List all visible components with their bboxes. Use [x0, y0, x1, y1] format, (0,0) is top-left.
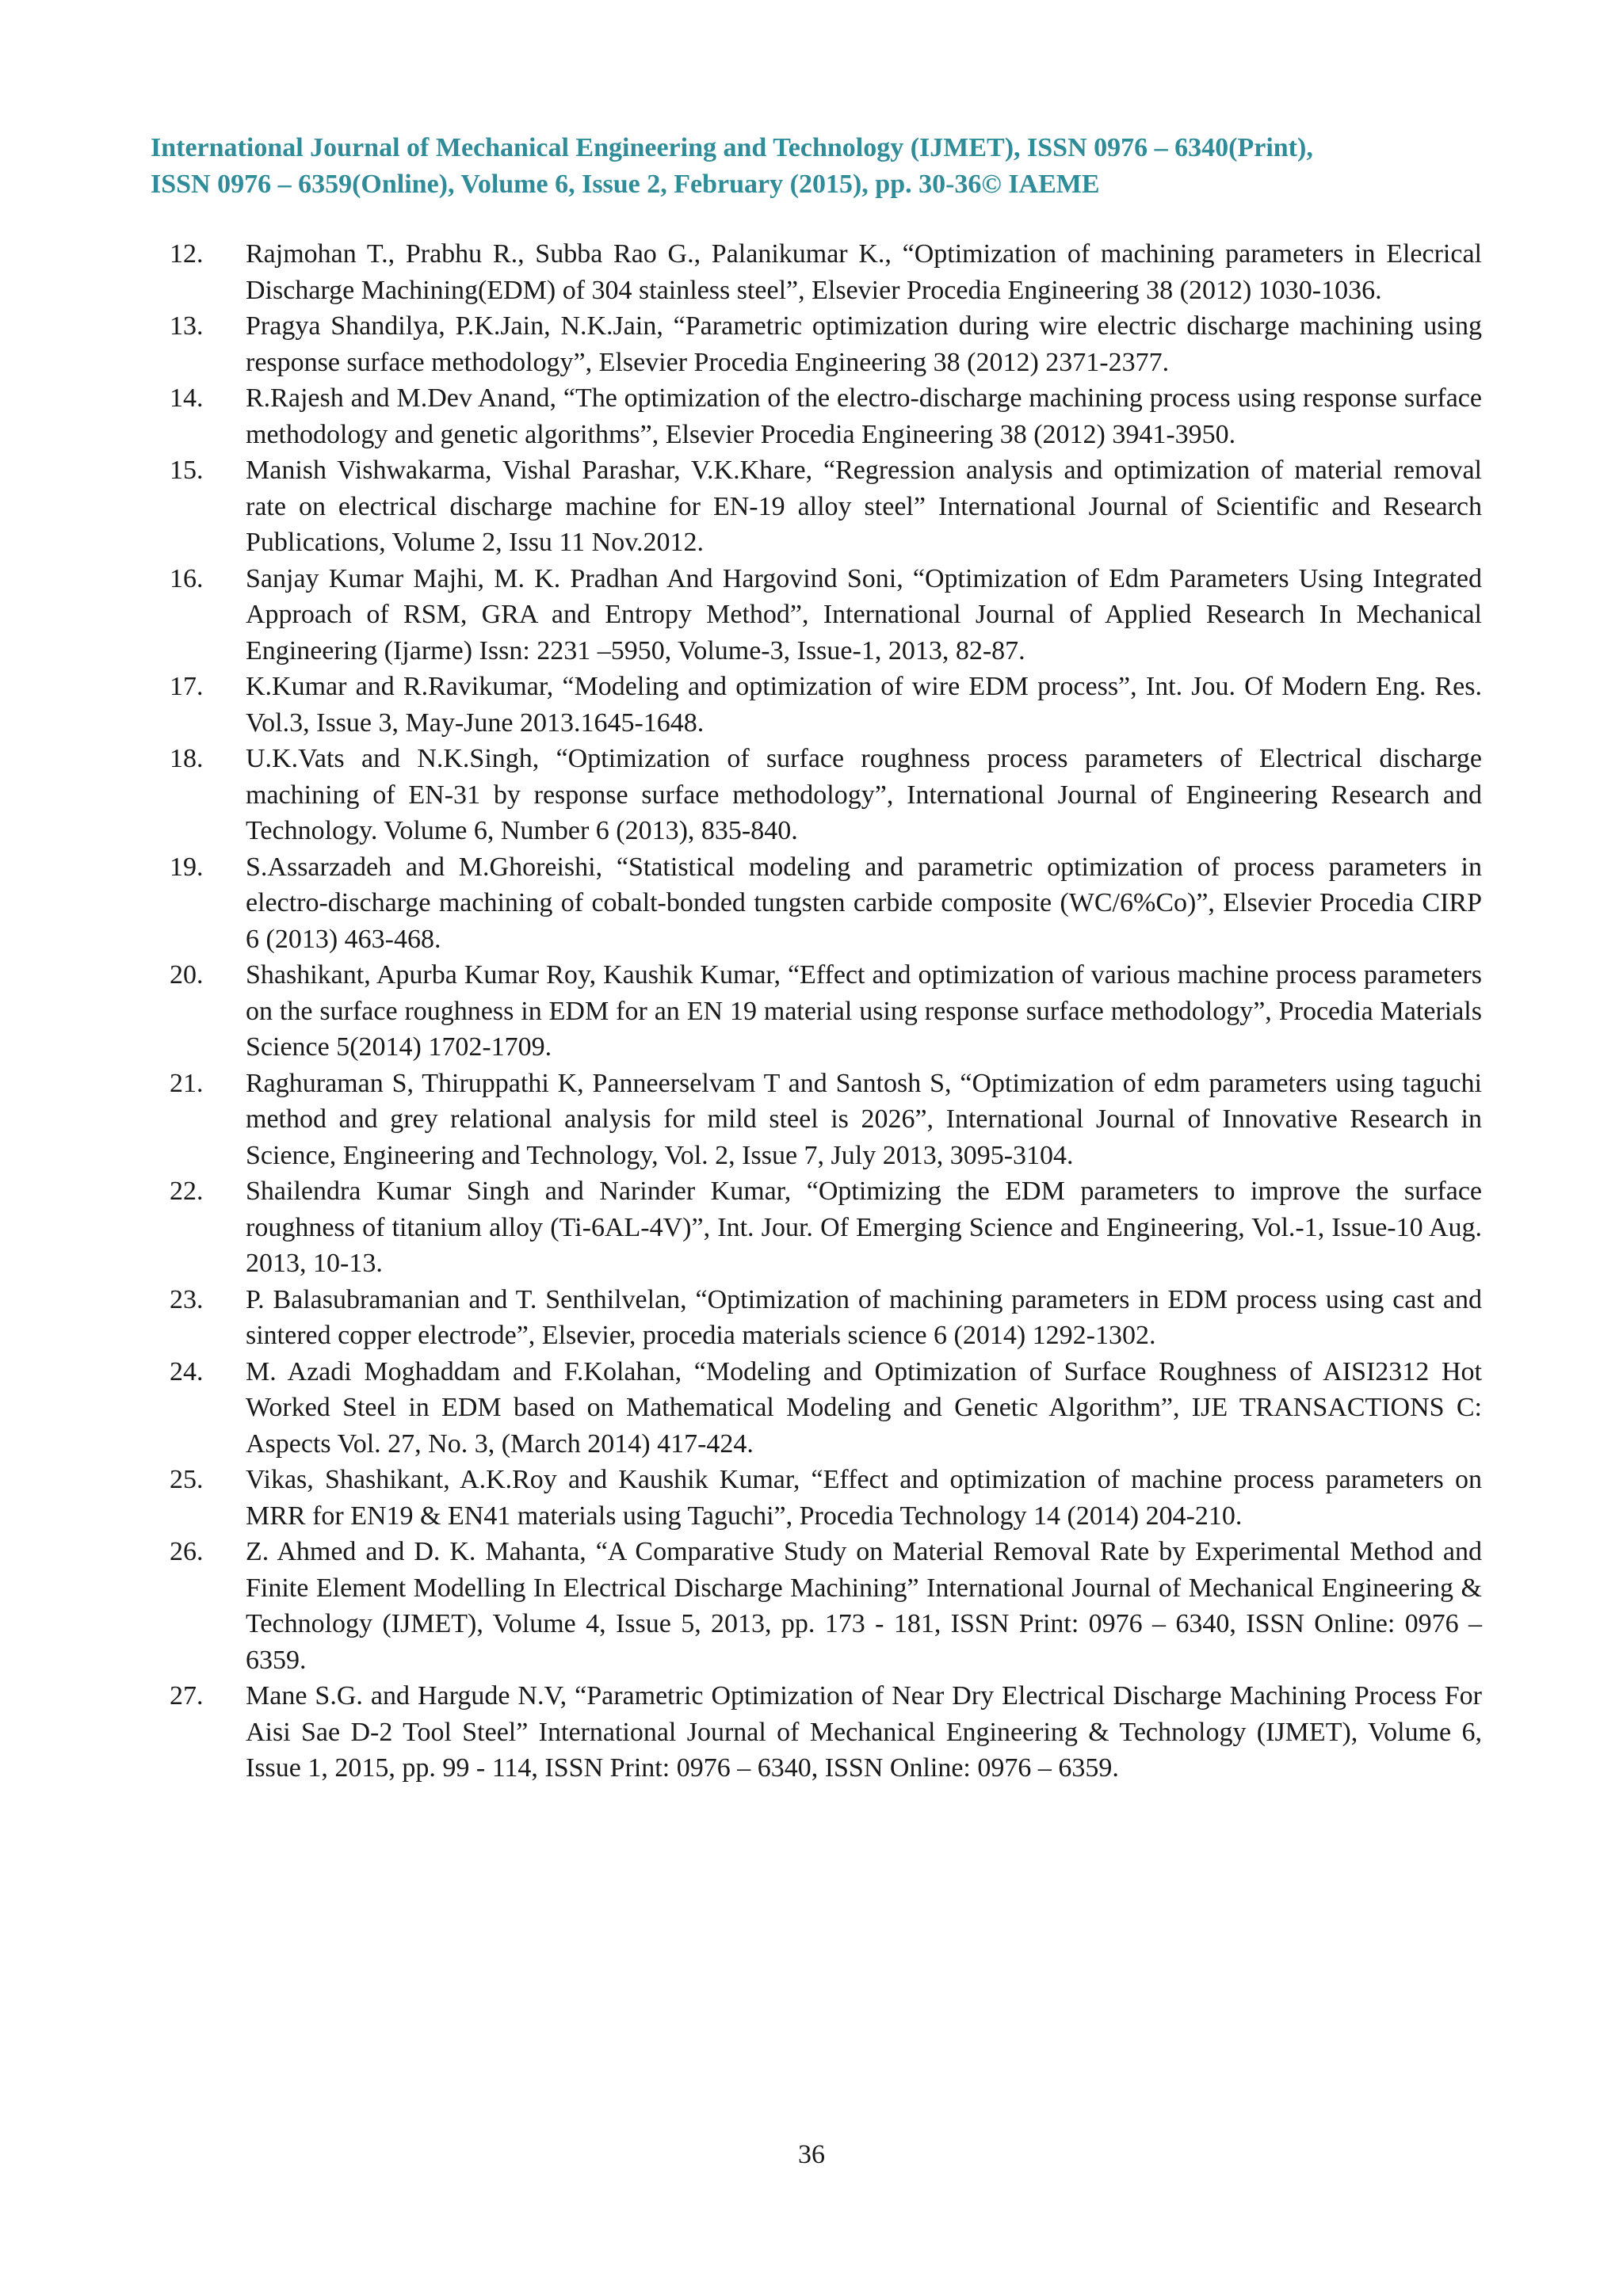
reference-text: S.Assarzadeh and M.Ghoreishi, “Statistical modeling and parametric optimization of process parameters in electro-discharge machining of cobalt-bonded tungsten carbide composite (WC/6%Co)”, Elsevier Procedia CIRP 6 (2013) 463-468. — [246, 852, 1482, 954]
page-number: 36 — [798, 2140, 825, 2169]
reference-text: Shailendra Kumar Singh and Narinder Kumar, “Optimizing the EDM parameters to improve the surface roughness of titanium alloy (Ti-6AL-4V)”, Int. Jour. Of Emerging Science and Engineering, Vol.-1, Issue-10 Aug. 2013, 10-13. — [246, 1177, 1482, 1278]
reference-item — [151, 561, 1482, 669]
reference-number: 17. — [170, 672, 204, 701]
reference-number: 12. — [170, 239, 204, 269]
reference-number: 23. — [170, 1284, 204, 1314]
reference-number: 22. — [170, 1177, 204, 1206]
reference-item — [151, 1678, 1482, 1787]
reference-number: 13. — [170, 311, 204, 341]
reference-text: Rajmohan T., Prabhu R., Subba Rao G., Palanikumar K., “Optimization of machining parameters in Elecrical Discharge Machining(EDM) of 304 stainless steel”, Elsevier Procedia Engineering 38 (2012) 1030-1036. — [246, 239, 1482, 305]
reference-number: 19. — [170, 852, 204, 882]
reference-item — [151, 236, 1482, 308]
reference-item — [151, 1282, 1482, 1354]
reference-item — [151, 849, 1482, 958]
reference-item — [151, 1066, 1482, 1174]
reference-number: 16. — [170, 563, 204, 593]
journal-header — [151, 130, 1482, 203]
reference-number: 24. — [170, 1356, 204, 1386]
reference-item — [151, 1462, 1482, 1534]
reference-number: 18. — [170, 744, 204, 773]
reference-text: Manish Vishwakarma, Vishal Parashar, V.K.Khare, “Regression analysis and optimization of material removal rate on electrical discharge machine for EN-19 alloy steel” International Journal of Scientific and Research Publications, Volume 2, Issu 11 Nov.2012. — [246, 456, 1482, 557]
reference-text: Pragya Shandilya, P.K.Jain, N.K.Jain, “Parametric optimization during wire electric discharge machining using response surface methodology”, Elsevier Procedia Engineering 38 (2012) 2371-2377. — [246, 311, 1482, 377]
reference-item — [151, 1173, 1482, 1282]
reference-text: K.Kumar and R.Ravikumar, “Modeling and optimization of wire EDM process”, Int. Jou. Of Modern Eng. Res. Vol.3, Issue 3, May-June 2013.1645-1648. — [246, 672, 1482, 738]
reference-text: Sanjay Kumar Majhi, M. K. Pradhan And Hargovind Soni, “Optimization of Edm Parameters Using Integrated Approach of RSM, GRA and Entropy Method”, International Journal of Applied Research In Mechanical Engineering (Ijarme) Issn: 2231 –5950, Volume-3, Issue-1, 2013, 82-87. — [246, 563, 1482, 666]
reference-text: R.Rajesh and M.Dev Anand, “The optimization of the electro-discharge machining process using response surface methodology and genetic algorithms”, Elsevier Procedia Engineering 38 (2012) 3941-3950. — [246, 383, 1482, 449]
reference-number: 20. — [170, 960, 204, 990]
reference-number: 25. — [170, 1465, 204, 1494]
reference-text: M. Azadi Moghaddam and F.Kolahan, “Modeling and Optimization of Surface Roughness of AISI2312 Hot Worked Steel in EDM based on Mathematical Modeling and Genetic Algorithm”, IJE TRANSACTIONS C: Aspects Vol. 27, No. 3, (March 2014) 417-424. — [246, 1356, 1482, 1459]
reference-text: Raghuraman S, Thiruppathi K, Panneerselvam T and Santosh S, “Optimization of edm parameters using taguchi method and grey relational analysis for mild steel is 2026”, International Journal of Innovative Research in Science, Engineering and Technology, Vol. 2, Issue 7, July 2013, 3095-3104. — [246, 1068, 1482, 1170]
reference-item — [151, 1354, 1482, 1463]
reference-text: Z. Ahmed and D. K. Mahanta, “A Comparative Study on Material Removal Rate by Experimental Method and Finite Element Modelling In Electrical Discharge Machining” International Journal of Mechanical Engineering & Technology (IJMET), Volume 4, Issue 5, 2013, pp. 173 - 181, ISSN Print: 0976 – 6340, ISSN Online: 0976 – 6359. — [246, 1537, 1482, 1675]
reference-number: 14. — [170, 383, 204, 413]
reference-item — [151, 741, 1482, 849]
reference-number: 21. — [170, 1068, 204, 1098]
reference-item — [151, 1534, 1482, 1678]
journal-header-line-2: ISSN 0976 – 6359(Online), Volume 6, Issue 2, February (2015), pp. 30-36© IAEME — [151, 170, 1100, 199]
reference-number: 27. — [170, 1681, 204, 1711]
journal-header-line-1: International Journal of Mechanical Engineering and Technology (IJMET), ISSN 0976 – 6340(Print), — [151, 133, 1313, 162]
reference-list — [151, 236, 1482, 1787]
reference-text: U.K.Vats and N.K.Singh, “Optimization of surface roughness process parameters of Electrical discharge machining of EN-31 by response surface methodology”, International Journal of Engineering Research and Technology. Volume 6, Number 6 (2013), 835-840. — [246, 744, 1482, 845]
reference-number: 15. — [170, 456, 204, 485]
reference-text: Vikas, Shashikant, A.K.Roy and Kaushik Kumar, “Effect and optimization of machine process parameters on MRR for EN19 & EN41 materials using Taguchi”, Procedia Technology 14 (2014) 204-210. — [246, 1465, 1482, 1531]
reference-text: Shashikant, Apurba Kumar Roy, Kaushik Kumar, “Effect and optimization of various machine process parameters on the surface roughness in EDM for an EN 19 material using response surface methodology”, Procedia Materials Science 5(2014) 1702-1709. — [246, 960, 1482, 1062]
reference-item — [151, 957, 1482, 1066]
reference-item — [151, 380, 1482, 452]
reference-item — [151, 308, 1482, 380]
reference-item — [151, 669, 1482, 741]
reference-text: P. Balasubramanian and T. Senthilvelan, “Optimization of machining parameters in EDM process using cast and sintered copper electrode”, Elsevier, procedia materials science 6 (2014) 1292-1302. — [246, 1284, 1482, 1350]
reference-text: Mane S.G. and Hargude N.V, “Parametric Optimization of Near Dry Electrical Discharge Machining Process For Aisi Sae D-2 Tool Steel” International Journal of Mechanical Engineering & Technology (IJMET), Volume 6, Issue 1, 2015, pp. 99 - 114, ISSN Print: 0976 – 6340, ISSN Online: 0976 – 6359. — [246, 1681, 1482, 1783]
reference-number: 26. — [170, 1537, 204, 1566]
reference-item — [151, 452, 1482, 561]
